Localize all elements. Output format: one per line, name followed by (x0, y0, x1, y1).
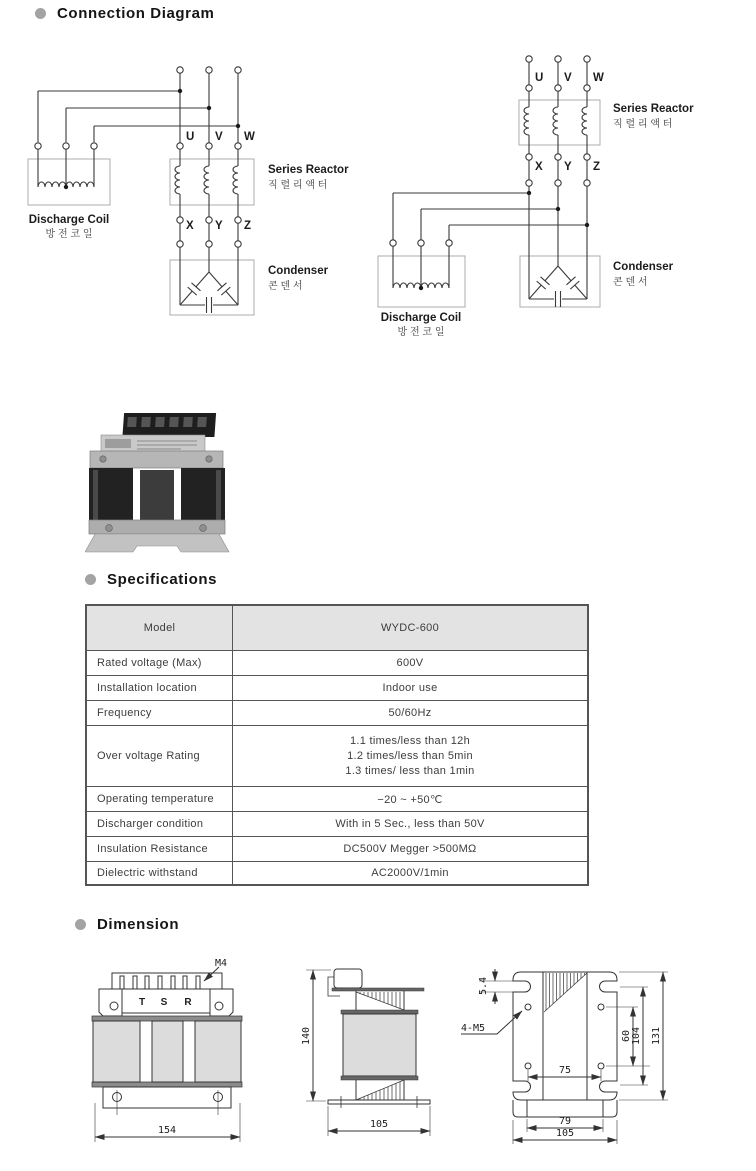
side-depth-dim: 105 (369, 1119, 389, 1130)
table-row (87, 700, 587, 725)
header-model: Model (87, 606, 233, 650)
slot-height-dim: 5.4 (478, 976, 489, 996)
discharge-coil-label-ko: 방 전 코 일 (45, 229, 93, 240)
row-value: AC2000V/1min (371, 867, 449, 879)
row-value: DC500V Megger >500MΩ (343, 843, 477, 855)
series-reactor-box (519, 100, 600, 145)
connection-diagram (0, 35, 756, 385)
section-header-specifications (85, 571, 217, 588)
series-reactor-label-ko: 직 렬 리 액 터 (613, 119, 673, 130)
right-diagram (378, 56, 694, 338)
row-value: 600V (396, 657, 424, 669)
over-voltage-line-2: 1.2 times/less than 5min (347, 749, 473, 762)
over-voltage-line-1: 1.1 times/less than 12h (349, 734, 471, 747)
phase-label-y: Y (564, 161, 572, 173)
table-row (87, 786, 587, 811)
section-header-connection (35, 5, 214, 22)
row-value: −20 ~ +50℃ (377, 793, 443, 806)
header-model-value: WYDC-600 (380, 622, 440, 634)
section-header-dimension (75, 916, 179, 933)
section-title-dimension: Dimension (97, 916, 180, 933)
phase-label-z: Z (593, 161, 601, 173)
slot-pitch-v-dim: 104 (631, 1026, 642, 1046)
phase-label-x: X (535, 161, 543, 173)
left-diagram (28, 67, 349, 315)
phase-label-v: V (564, 72, 572, 84)
condenser-label-ko: 콘 덴 서 (268, 281, 303, 292)
front-width-dim: 154 (157, 1125, 177, 1136)
section-bullet-icon (75, 919, 86, 930)
table-header-row (87, 606, 587, 650)
row-label: Installation location (87, 676, 233, 700)
mounting-holes-label: 4-M5 (461, 1023, 486, 1034)
row-value: 50/60Hz (388, 707, 432, 719)
coil-center (140, 470, 174, 520)
phase-label-y: Y (215, 220, 223, 232)
condenser-label-en: Condenser (268, 265, 329, 277)
base-view-drawing (461, 969, 668, 1144)
row-value: With in 5 Sec., less than 50V (335, 818, 485, 830)
phase-label-v: V (215, 131, 223, 143)
series-reactor-label-en: Series Reactor (613, 103, 694, 115)
row-label: Over voltage Rating (87, 726, 233, 786)
row-label: Operating temperature (87, 787, 233, 811)
overall-v-dim: 131 (651, 1026, 662, 1046)
row-value: Indoor use (382, 682, 438, 694)
phase-label-x: X (186, 220, 194, 232)
over-voltage-line-3: 1.3 times/ less than 1min (345, 764, 475, 777)
phase-label-u: U (535, 72, 544, 84)
table-row (87, 861, 587, 884)
condenser-label-ko: 콘 덴 서 (613, 277, 648, 288)
discharge-coil-label-ko: 방 전 코 일 (397, 327, 445, 338)
row-label: Rated voltage (Max) (87, 651, 233, 675)
hole-pitch-v-dim: 60 (621, 1029, 632, 1043)
hole-pitch-h-dim: 75 (558, 1065, 572, 1076)
row-label: Discharger condition (87, 812, 233, 836)
upper-frame (90, 451, 223, 468)
table-row (87, 650, 587, 675)
discharge-coil-label-en: Discharge Coil (380, 312, 462, 324)
row-value (233, 726, 587, 786)
discharge-coil-label-en: Discharge Coil (28, 214, 110, 226)
row-label: Dielectric withstand (87, 862, 233, 884)
terminal-s-label: S (160, 997, 168, 1008)
series-reactor-box (170, 159, 254, 205)
front-view-drawing (92, 958, 242, 1142)
product-photo (85, 400, 235, 560)
reactor-product-illustration (85, 413, 229, 552)
overall-h-dim: 105 (555, 1128, 575, 1139)
mounting-feet (85, 534, 229, 552)
section-title-connection: Connection Diagram (57, 5, 215, 22)
phase-label-w: W (593, 72, 604, 84)
phase-label-w: W (244, 131, 255, 143)
table-row (87, 836, 587, 861)
flange-pitch-dim: 79 (558, 1116, 572, 1127)
specifications-table (85, 604, 589, 886)
table-row (87, 811, 587, 836)
side-view-drawing (301, 969, 430, 1136)
dimension-drawings (55, 940, 756, 1171)
terminal-t-label: T (138, 997, 146, 1008)
table-row (87, 675, 587, 700)
series-reactor-label-ko: 직 렬 리 액 터 (268, 180, 328, 191)
phase-label-u: U (186, 131, 195, 143)
section-bullet-icon (35, 8, 46, 19)
row-label: Insulation Resistance (87, 837, 233, 861)
condenser-label-en: Condenser (613, 261, 674, 273)
table-row (87, 725, 587, 786)
terminal-r-label: R (184, 997, 192, 1008)
row-label: Frequency (87, 701, 233, 725)
side-height-dim: 140 (301, 1026, 312, 1046)
phase-label-z: Z (244, 220, 252, 232)
series-reactor-label-en: Series Reactor (268, 164, 349, 176)
section-bullet-icon (85, 574, 96, 585)
thread-size-label: M4 (215, 958, 228, 969)
section-title-specifications: Specifications (107, 571, 218, 588)
